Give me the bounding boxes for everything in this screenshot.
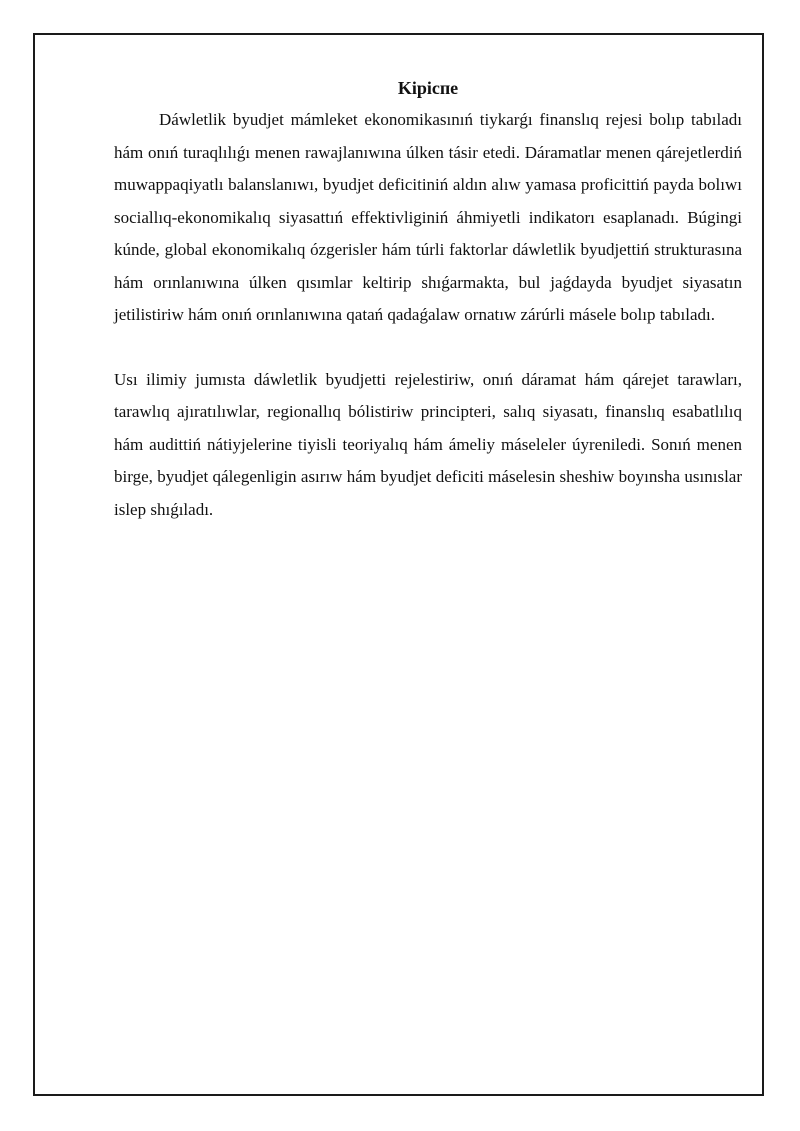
paragraph-2: Usı ilimiy jumısta dáwletlik byudjetti rejelestiriw, onıń dáramat hám qárejet tarawları, tarawlıq ajıratılıwlar, regionallıq bólistiriw principteri, salıq siyasatı, finanslıq esabatlılıq hám audittiń nátiyjelerine tiyisli teoriyalıq hám ámeliy máseleler úyreniledi. Sonıń menen birge, byudjet qálegenligin asırıw hám byudjet deficiti máselesin sheshiw boyınsha usınıslar islep shıǵıladı. xyxy=(114,369,742,519)
paragraph-1: Dáwletlik byudjet mámleket ekonomikasınıń tiykarǵı finanslıq rejesi bolıp tabıladı hám onıń turaqlılıǵı menen rawajlanıwına úlken tásir etedi. Dáramatlar menen qárejetlerdiń muwappaqiyatlı balanslanıwı, byudjet deficitiniń aldın alıw yamasa proficittiń payda bolıwı sociallıq-ekonomikalıq siyasattıń effektivliginiń áhmiyetli indikatorı esaplanadı. Búgingi kúnde, global ekonomikalıq ózgerisler hám túrli faktorlar dáwletlik byudjettiń strukturasına hám orınlanıwına úlken qısımlar keltirip shıǵarmakta, bul jaǵdayda byudjet siyasatın jetilistiriw hám onıń orınlanıwına qatań qadaǵalaw ornatıw zárúrli másele bolıp tabıladı. xyxy=(114,110,742,324)
document-body xyxy=(114,72,742,526)
document-title: Kipicпe xyxy=(397,78,459,98)
paragraph-spacer xyxy=(114,332,742,364)
